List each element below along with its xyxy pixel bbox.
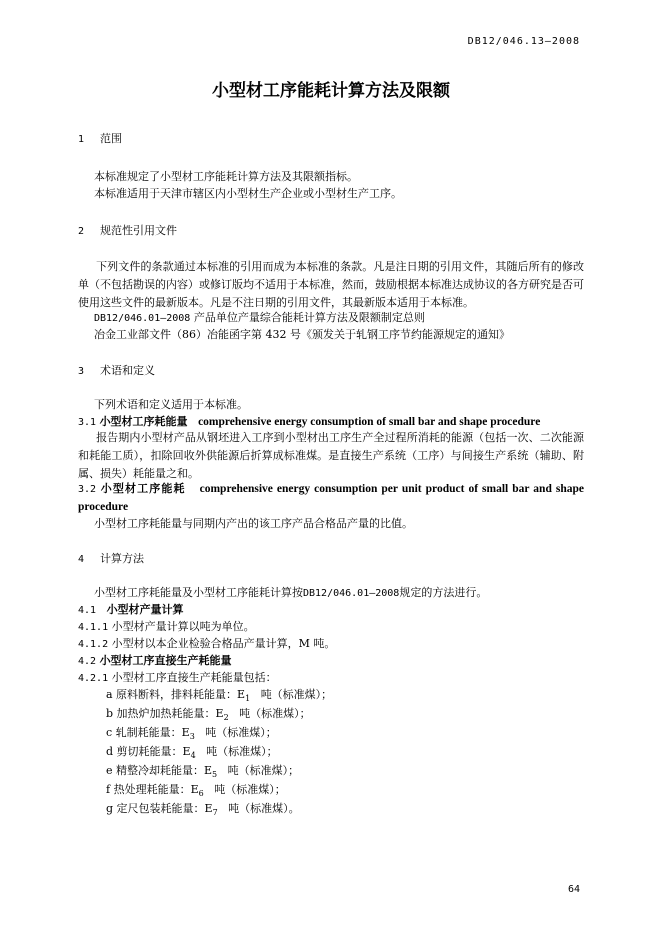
list-item: c 轧制耗能量：$E_3$ 吨（标准煤）； bbox=[106, 726, 277, 742]
paragraph: 本标准适用于天津市辖区内小型材生产企业或小型材生产工序。 bbox=[94, 187, 402, 200]
term-3-1-definition: 报告期内小型材产品从钢坯进入工序到小型材出工序生产全过程所消耗的能源（包括一次、二次能源和耗能工质），扣除回收外供能源后折算成标准煤。是直接生产系统（工序）与间接生产系统（辅助、附属、损失）耗能量之和。 bbox=[78, 431, 584, 480]
paragraph: 下列文件的条款通过本标准的引用而成为本标准的条款。凡是注日期的引用文件，其随后所有的修改单（不包括勘误的内容）或修订版均不适用于本标准，然而，鼓励根据本标准达成协议的各方研究是否可使用这些文件的最新版本。凡是不注日期的引用文件，其最新版本适用于本标准。 bbox=[78, 260, 584, 309]
list-item: e 精整冷却耗能量：$E_5$ 吨（标准煤）； bbox=[106, 764, 300, 780]
paragraph: 下列术语和定义适用于本标准。 bbox=[94, 398, 248, 411]
term-3-2-heading: 3.2 小型材工序能耗 comprehensive energy consumption per unit product of small bar and shape procedure bbox=[78, 482, 584, 513]
header-doc-id: DB12/046.13—2008 bbox=[467, 36, 580, 47]
list-item: b 加热炉加热耗能量：$E_2$ 吨（标准煤）； bbox=[106, 707, 311, 723]
section-title: 计算方法 bbox=[100, 552, 144, 565]
list-item: d 剪切耗能量：$E_4$ 吨（标准煤）； bbox=[106, 745, 278, 761]
subsection-4-2-heading: 4.2 小型材工序直接生产耗能量 bbox=[78, 654, 232, 667]
reference-title: 产品单位产量综合能耗计算方法及限额制定总则 bbox=[193, 311, 425, 324]
section-number: 1 bbox=[78, 134, 85, 145]
list-item: a 原料断料，排料耗能量：$E_1$ 吨（标准煤）； bbox=[106, 688, 333, 704]
clause-4-1-2: 4.1.2 小型材以本企业检验合格品产量计算，M 吨。 bbox=[78, 637, 336, 650]
paragraph: 本标准规定了小型材工序能耗计算方法及其限额指标。 bbox=[94, 170, 358, 183]
clause-4-1-1: 4.1.1 小型材产量计算以吨为单位。 bbox=[78, 620, 255, 633]
term-3-1-heading: 3.1 小型材工序耗能量 comprehensive energy consumption of small bar and shape procedure bbox=[78, 415, 541, 428]
paragraph: 小型材工序耗能量及小型材工序能耗计算按DB12/046.01—2008规定的方法进行。 bbox=[94, 586, 488, 599]
section-title: 范围 bbox=[100, 132, 122, 145]
section-3-heading bbox=[78, 362, 155, 378]
section-number: 2 bbox=[78, 226, 85, 237]
list-item: g 定尺包装耗能量：$E_7$ 吨（标准煤）。 bbox=[106, 802, 300, 818]
section-number: 3 bbox=[78, 366, 85, 377]
section-number: 4 bbox=[78, 554, 85, 565]
reference-code: DB12/046.01—2008 bbox=[94, 313, 191, 324]
reference-2: 冶金工业部文件（86）冶能函字第 432 号《颁发关于轧钢工序节约能源规定的通知》 bbox=[94, 328, 510, 341]
term-3-2-definition: 小型材工序耗能量与同期内产出的该工序产品合格品产量的比值。 bbox=[94, 517, 413, 530]
section-1-heading bbox=[78, 130, 122, 146]
section-4-heading bbox=[78, 550, 144, 566]
list-item: f 热处理耗能量：$E_6$ 吨（标准煤）； bbox=[106, 783, 286, 799]
reference-1 bbox=[94, 309, 425, 327]
clause-4-2-1: 4.2.1 小型材工序直接生产耗能量包括： bbox=[78, 671, 277, 684]
page-title: 小型材工序能耗计算方法及限额 bbox=[212, 81, 450, 101]
section-2-heading bbox=[78, 222, 177, 238]
page-number: 64 bbox=[567, 884, 580, 895]
subsection-4-1-heading: 4.1 小型材产量计算 bbox=[78, 603, 184, 616]
section-title: 术语和定义 bbox=[100, 364, 155, 377]
section-title: 规范性引用文件 bbox=[100, 224, 177, 237]
